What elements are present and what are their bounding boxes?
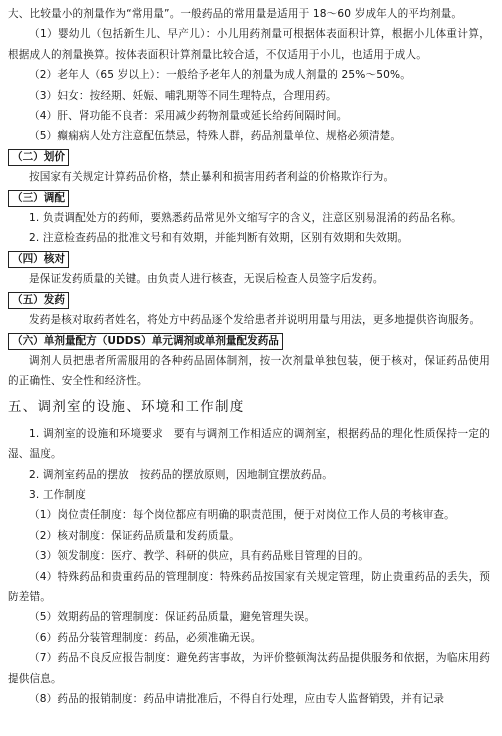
paragraph: 按国家有关规定计算药品价格，禁止暴利和损害用药者利益的价格欺诈行为。 bbox=[29, 171, 395, 184]
subsection-heading-label: （六）单剂量配方（UDDS）单元调剂或单剂量配发药品 bbox=[8, 333, 283, 350]
paragraph: （3）妇女：按经期、妊娠、哺乳期等不同生理特点，合理用药。 bbox=[29, 89, 337, 102]
subsection-heading-label: （四）核对 bbox=[8, 251, 69, 268]
paragraph: （4）肝、肾功能不良者：采用减少药物剂量或延长给药间隔时间。 bbox=[29, 110, 348, 123]
paragraph: 1. 调剂室的设施和环境要求 要有与调剂工作相适应的调剂室，根据药品的理化性质保持一定的湿、温度。 bbox=[8, 427, 490, 461]
document-content bbox=[8, 4, 490, 709]
paragraph: （2）老年人（65 岁以上）：一般给予老年人的剂量为成人剂量的 25%～50%。 bbox=[29, 69, 411, 82]
subsection-heading bbox=[8, 188, 490, 208]
subsection-heading-label: （三）调配 bbox=[8, 190, 69, 207]
paragraph: 是保证发药质量的关键。由负责人进行核查，无误后检查人员签字后发药。 bbox=[29, 273, 384, 286]
subsection-heading bbox=[8, 290, 490, 310]
paragraph: 发药是核对取药者姓名，将处方中药品逐个发给患者并说明用量与用法，更多地提供咨询服务。 bbox=[29, 314, 481, 327]
paragraph: （5）癫痫病人处方注意配伍禁忌，特殊人群，药品剂量单位、规格必须清楚。 bbox=[29, 130, 402, 143]
subsection-heading bbox=[8, 147, 490, 167]
section-heading: 五、调剂室的设施、环境和工作制度 bbox=[8, 399, 245, 415]
paragraph: （3）领发制度：医疗、教学、科研的供应，具有药品账目管理的目的。 bbox=[29, 550, 369, 563]
paragraph: （6）药品分装管理制度：药品，必须准确无误。 bbox=[29, 631, 262, 644]
paragraph: （7）药品不良反应报告制度：避免药害事故，为评价整顿淘汰药品提供服务和依据，为临床用药提供信息。 bbox=[8, 652, 490, 685]
paragraph: （8）药品的报销制度：药品申请批准后，不得自行处理，应由专人监督销毁，并有记录 bbox=[29, 693, 445, 705]
subsection-heading-label: （五）发药 bbox=[8, 292, 69, 309]
paragraph: （1）婴幼儿（包括新生儿、早产儿）：小儿用药剂量可根据体表面积计算，根据小儿体重计算，根据成人的剂量换算。按体表面积计算剂量比较合适，不仅适用于小儿，也适用于成人。 bbox=[8, 28, 490, 61]
paragraph: 大、比较量小的剂量作为“常用量”。一般药品的常用量是适用于 18～60 岁成年人的平均剂量。 bbox=[8, 8, 463, 20]
subsection-heading bbox=[8, 249, 490, 269]
paragraph: （5）效期药品的管理制度：保证药品质量，避免管理失误。 bbox=[29, 611, 316, 624]
paragraph: 2. 注意检查药品的批准文号和有效期，并能判断有效期，区别有效期和失效期。 bbox=[29, 232, 409, 245]
paragraph: 1. 负责调配处方的药师，要熟悉药品常见外文缩写字的含义，注意区别易混淆的药品名称。 bbox=[29, 212, 462, 225]
paragraph: （2）核对制度：保证药品质量和发药质量。 bbox=[29, 529, 241, 542]
subsection-heading bbox=[8, 331, 490, 351]
paragraph: 3. 工作制度 bbox=[29, 488, 86, 501]
subsection-heading-label: （二）划价 bbox=[8, 149, 69, 166]
paragraph: 2. 调剂室药品的摆放 按药品的摆放原则，因地制宜摆放药品。 bbox=[29, 468, 334, 481]
paragraph: 调剂人员把患者所需服用的各种药品固体制剂，按一次剂量单独包装，便于核对，保证药品使用的正确性、安全性和经济性。 bbox=[8, 354, 490, 388]
paragraph: （1）岗位责任制度：每个岗位都应有明确的职责范围，便于对岗位工作人员的考核审查。 bbox=[29, 509, 455, 522]
paragraph: （4）特殊药品和贵重药品的管理制度：特殊药品按国家有关规定管理，防止贵重药品的丢失，预防差错。 bbox=[8, 570, 490, 603]
